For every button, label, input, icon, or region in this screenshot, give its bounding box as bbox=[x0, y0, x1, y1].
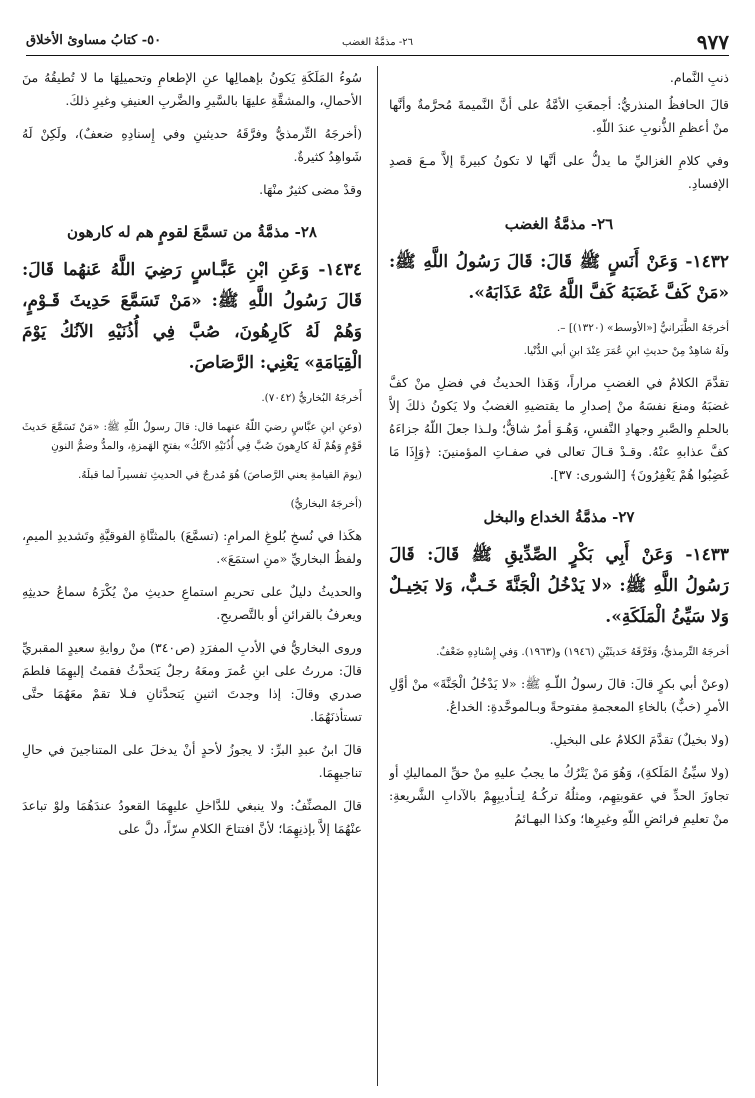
commentary-paragraph: (يومَ القيامةِ يعني الرَّصاصَ) هُوَ مُدرجٌ في الحديثِ تفسيراً لما قبلَهُ. bbox=[77, 469, 362, 481]
intro-line: وفي كلامِ الغزاليِّ ما يدلُّ على أنَّها لا تكونُ كبيرةً إلاَّ مـعَ قصدِ الإفسادِ. bbox=[389, 153, 729, 191]
running-book-title: ٥٠- كتابُ مساوئ الأخلاق bbox=[26, 33, 162, 48]
column-divider bbox=[377, 66, 378, 1086]
hadith-1433: ١٤٣٣- وَعَنْ أَبِي بَكْرٍ الصِّدِّيقِ ﷺ قَالَ: قَالَ رَسُولُ اللَّهِ ﷺ: «لا يَدْخُلُ الْجَنَّةَ خَـبٌّ، وَلا بَخِيـلٌ وَلا سَيِّئُ الْمَلَكَةِ». bbox=[389, 545, 729, 627]
commentary-paragraph: وروى البخاريُّ في الأدبِ المفرَدِ (ص٣٤٠) منْ روايةِ سعيدٍ المقبريِّ قالَ: مررتُ على ابنِ عُمرَ ومعَهُ رجلٌ يَتحدَّثُ فقمتُ إليهِمَا فلطمَ صدري وقالَ: إذا وجدتَ اثنينِ يَتحدَّثانِ فـلا تقمْ معَهُمَا حتَّى تستأذنَهُمَا. bbox=[22, 640, 362, 724]
left-column bbox=[22, 66, 362, 1086]
commentary-paragraph: هكَذا في نُسخِ بُلوغِ المرامِ: (تسمَّعَ) بالمثنَّاةِ الفوقيَّةِ وتَشديدِ الميمِ، ولفظُ البخاريِّ «منِ استمَعَ». bbox=[22, 528, 362, 566]
hadith-reference: ولَهُ شاهِدٌ مِنْ حديثِ ابنِ عُمَرَ عِنْدَ ابنِ أبي الدُّنْيا. bbox=[523, 345, 729, 357]
commentary-paragraph: (وعنِ ابنِ عبَّاسٍ رضيَ اللّهُ عنهما قال: قالَ رسولُ اللّهِ ﷺ: «مَنْ تَسَمَّعَ حَديثَ قَوْمٍ وَهُمْ لَهُ كارِهونَ صُبَّ فِي أُذُنَيْهِ الآنُكُ» بفتحِ الهَمزةِ، والمدُّ وضمُّ النونِ bbox=[22, 421, 362, 452]
hadith-1432: ١٤٣٢- وَعَنْ أَنَسٍ ﷺ قَالَ: قَالَ رَسُولُ اللَّهِ ﷺ: «مَنْ كَفَّ غَضَبَهُ كَفَّ اللَّهُ عَنْهُ عَذَابَهُ». bbox=[389, 252, 729, 303]
hadith-reference: أخرجَهُ الطَّبَرانيُّ [«الأوسط» (١٣٢٠)] –. bbox=[556, 322, 729, 334]
page-number: ٩٧٧ bbox=[696, 30, 729, 54]
commentary-paragraph: (وعنْ أبي بكرٍ قالَ: قالَ رسولُ اللّـهِ ﷺ: «لا يَدْخُلُ الْجَنَّةَ» منْ أوَّلِ الأمرِ (خبٌّ) بالخاءِ المعجمةِ مفتوحةً وبـالموحَّدةِ: الخداعُ. bbox=[389, 676, 729, 714]
right-column bbox=[389, 66, 729, 1086]
running-chapter-title: ٢٦- مذمَّةُ الغضب bbox=[342, 37, 413, 48]
commentary-paragraph: قالَ المصنِّفُ: ولا ينبغي للدَّاخلِ عليهِمَا القعودُ عندَهُمَا ولوْ تباعدَ عنْهُمَا إلاَّ بإذنِهِمَا؛ لأنَّ افتتاحَ الكلامِ سرّاً، دلَّ على bbox=[22, 798, 362, 836]
commentary-paragraph: (ولا سيِّئُ المَلَكةِ)، وَهُوَ مَنْ يَتْرُكُ ما يجبُ عليهِ منْ حقِّ المماليكِ أو تجاوزَ الحدِّ في عقوبتِهِم، ومثلُهُ تركُـهُ لِتـأديبِهِمْ بالآدابِ الشَّريعةِ: منْ تعليمِ فرائضِ اللّهِ وغيرِها؛ وكذا البهـائمُ bbox=[389, 765, 729, 826]
intro-line: وقدْ مضى كثيرٌ منْهَا. bbox=[259, 182, 362, 197]
section-title-28: ٢٨- مذمَّةُ من تسمَّعَ لقومٍ هم له كارهون bbox=[67, 223, 317, 241]
commentary-paragraph: (أخرجَهُ البخاريُّ) bbox=[290, 498, 362, 510]
commentary-paragraph: والحديثُ دليلٌ على تحريمِ استماعِ حديثِ منْ يُكْرَهُ سماعُ حديثِهِ ويعرفُ بالقرائنِ أو بالتَّصريحِ. bbox=[22, 584, 362, 622]
hadith-reference: أَخرجَهُ البُخاريُّ (٧٠٤٢). bbox=[261, 392, 362, 404]
intro-line: سُوءُ المَلَكَةِ يَكونُ بإهمالِها عنِ الإطعامِ وتحميلِهَا ما لا تُطيقُهُ منَ الأحمالِ، والمشقَّةِ عليهَا بالسَّيرِ والضَّربِ العنيفِ وغيرِ ذلكَ. bbox=[22, 70, 362, 108]
intro-line: ذنبِ النَّمام. bbox=[669, 70, 729, 85]
hadith-1434: ١٤٣٤- وَعَنِ ابْنِ عَبَّـاسٍ رَضِيَ اللَّهُ عَنهُما قَالَ: قَالَ رَسُولُ اللَّهِ ﷺ: «مَنْ تَسَمَّعَ حَدِيثَ قَـوْمٍ، وَهُمْ لَهُ كَارِهُونَ، صُبَّ فِي أُذُنَيْهِ الآنُكُ يَوْمَ الْقِيَامَةِ» يَعْنِي: الرَّصَاصَ. bbox=[22, 260, 362, 373]
section-title-27: ٢٧- مذمَّةُ الخداع والبخل bbox=[483, 508, 635, 526]
section-title-26: ٢٦- مذمَّةُ الغضب bbox=[504, 215, 614, 233]
commentary-paragraph: (ولا بخيلٌ) تقدَّمَ الكلامُ على البخيلِ. bbox=[549, 732, 729, 747]
header-rule bbox=[26, 55, 729, 56]
intro-line: (أخرجَهُ التِّرمذيُّ وفرَّقَهُ حديثينِ وفي إِسنادِهِ ضعفٌ)، ولَكِنْ لَهُ شَواهِدُ كثيرةٌ. bbox=[22, 126, 362, 164]
hadith-reference: أخرجَهُ التِّرمذيُّ، وَفَرَّقَهُ حَديثَيْنِ (١٩٤٦) و(١٩٦٣). وَفي إِسْنادِهِ ضَعْفٌ. bbox=[436, 646, 729, 658]
intro-line: قالَ الحافظُ المنذريُّ: أجمعَتِ الأمَّةُ على أنَّ النَّميمةَ مُحرَّمةٌ وأنَّها منْ أعظمِ الذُّنوبِ عندَ اللّهِ. bbox=[389, 97, 729, 135]
running-header bbox=[26, 30, 729, 58]
commentary-paragraph: قالَ ابنُ عبدِ البرِّ: لا يجوزُ لأحدٍ أنْ يدخلَ على المتناجينَ في حالِ تناجيهِمَا. bbox=[22, 742, 362, 780]
commentary-paragraph: تقدَّمَ الكلامُ في الغضبِ مراراً، وَهَذا الحديثُ في فضلِ منْ كفَّ غضبَهُ ومنعَ نفسَهُ منْ إصدارِ ما يقتضيهِ الغضبُ ولا يَكونُ ذلكَ إلاَّ بالحلمِ والصَّبرِ وجهادِ النَّفسِ، وَهُـوَ أمرٌ شاقٌّ؛ ولـذا جعلَ اللّهُ جزاءَهُ كفَّ عذابهِ عنْهُ. وقـدْ قـالَ تعالى في صفـاتِ المؤمنينَ: ﴿وَإِذَا مَا غَضِبُوا هُمْ يَغْفِرُونَ﴾ [الشورى: ٣٧]. bbox=[389, 375, 729, 482]
